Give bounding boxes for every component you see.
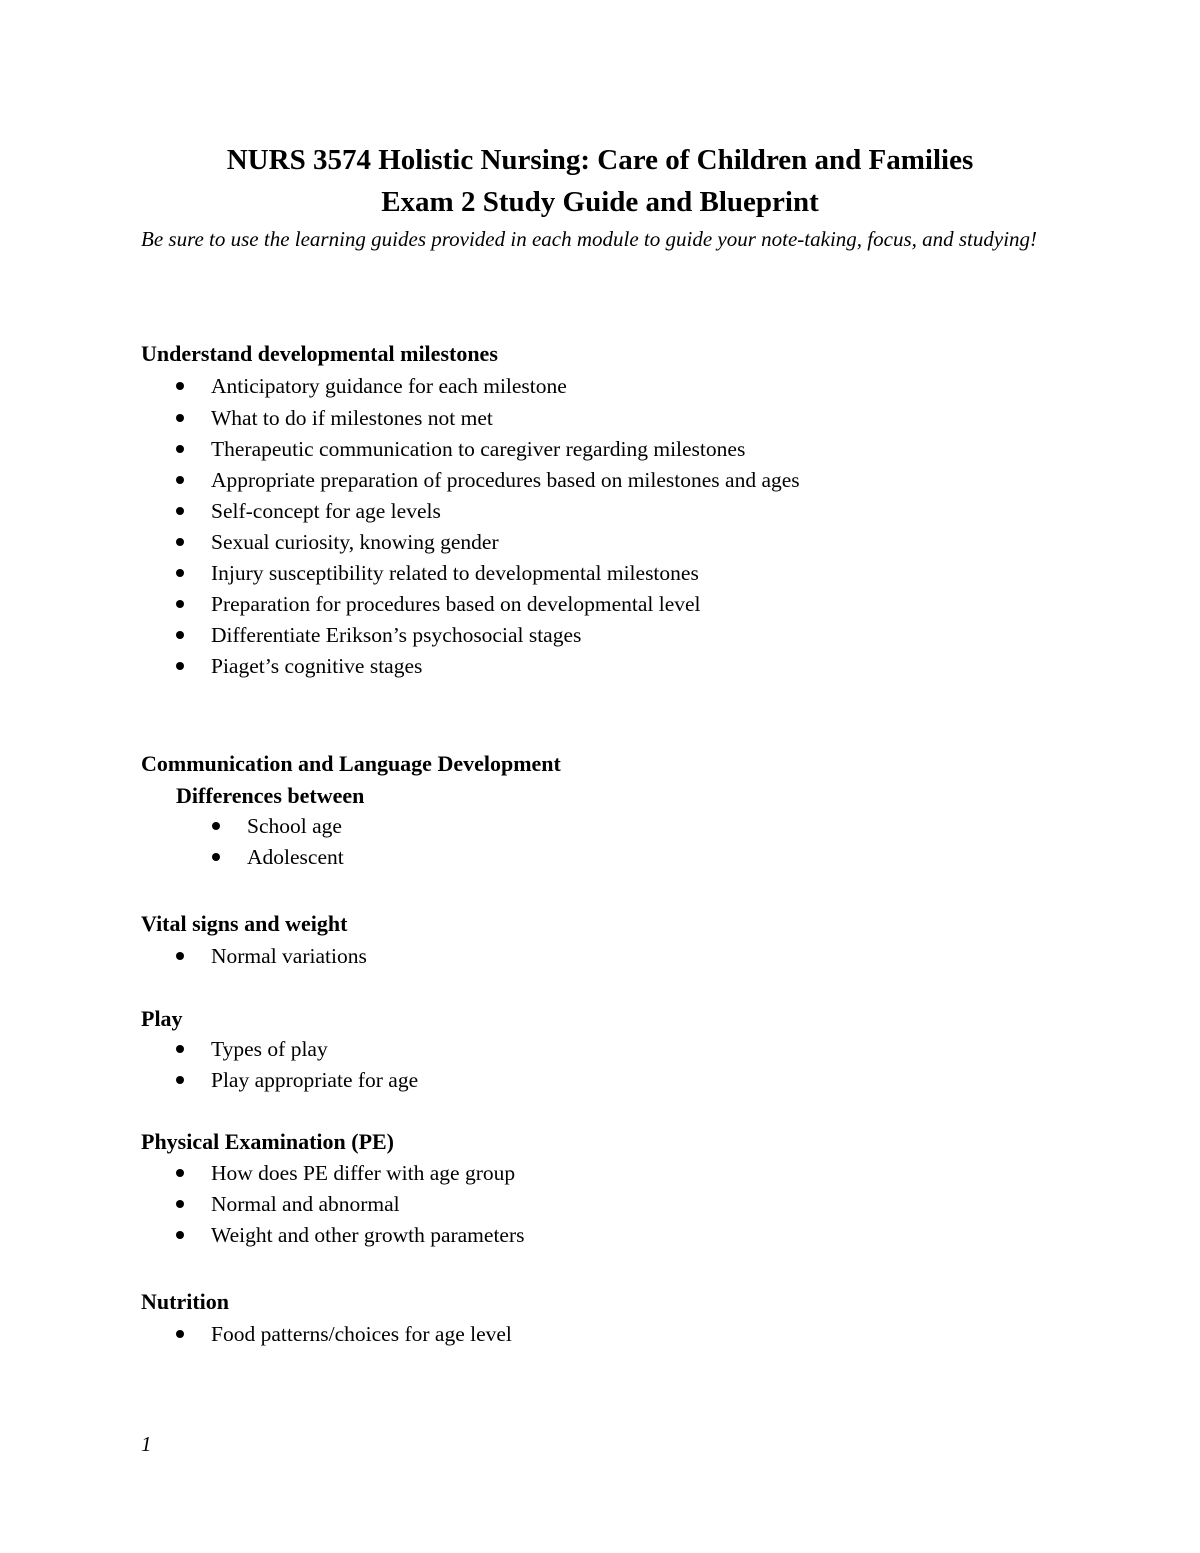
list-item: Piaget’s cognitive stages [211, 654, 423, 678]
bullet-icon [176, 382, 184, 390]
bullet-icon [176, 445, 184, 453]
bullet-icon [176, 569, 184, 577]
document-title-line2: Exam 2 Study Guide and Blueprint [381, 186, 819, 218]
list-item: Appropriate preparation of procedures based on milestones and ages [211, 468, 800, 492]
intro-note: Be sure to use the learning guides provided in each module to guide your note-taking, focus, and studying! [141, 227, 1038, 251]
list-item: Food patterns/choices for age level [211, 1322, 512, 1346]
bullet-icon [176, 507, 184, 515]
section-heading-nutrition: Nutrition [141, 1289, 229, 1314]
list-item: How does PE differ with age group [211, 1161, 516, 1185]
bullet-icon [176, 1045, 184, 1053]
bullet-icon [212, 822, 220, 830]
bullet-icon [176, 414, 184, 422]
bullet-icon [176, 662, 184, 670]
bullet-icon [176, 1076, 184, 1084]
list-item: Preparation for procedures based on developmental level [211, 592, 701, 616]
page-number: 1 [141, 1432, 152, 1456]
section-heading-vitals: Vital signs and weight [141, 911, 348, 936]
section-heading-communication: Communication and Language Development [141, 751, 561, 776]
section-heading-milestones: Understand developmental milestones [141, 341, 498, 366]
list-item: Normal and abnormal [211, 1192, 400, 1216]
bullet-icon [176, 600, 184, 608]
list-item: Play appropriate for age [211, 1068, 419, 1092]
bullet-icon [176, 1231, 184, 1239]
list-item: Anticipatory guidance for each milestone [211, 374, 567, 398]
list-item: Normal variations [211, 944, 367, 968]
section-heading-play: Play [141, 1006, 183, 1031]
bullet-icon [176, 538, 184, 546]
document-title-line1: NURS 3574 Holistic Nursing: Care of Children and Families [226, 144, 974, 176]
list-item: Weight and other growth parameters [211, 1223, 525, 1247]
list-item: Differentiate Erikson’s psychosocial stages [211, 623, 582, 647]
bullet-icon [176, 1169, 184, 1177]
bullet-icon [176, 1200, 184, 1208]
bullet-icon [176, 952, 184, 960]
bullet-icon [212, 853, 220, 861]
bullet-icon [176, 631, 184, 639]
list-item: Therapeutic communication to caregiver regarding milestones [211, 437, 746, 461]
bullet-icon [176, 1330, 184, 1338]
list-item: Self-concept for age levels [211, 499, 441, 523]
section-heading-physical-exam: Physical Examination (PE) [141, 1129, 395, 1154]
list-item: School age [247, 814, 342, 838]
list-item: What to do if milestones not met [211, 406, 493, 430]
list-item: Adolescent [247, 845, 344, 869]
list-item: Sexual curiosity, knowing gender [211, 530, 499, 554]
list-item: Injury susceptibility related to developmental milestones [211, 561, 699, 585]
bullet-icon [176, 476, 184, 484]
list-item: Types of play [211, 1037, 328, 1061]
subheading-differences: Differences between [176, 783, 365, 808]
